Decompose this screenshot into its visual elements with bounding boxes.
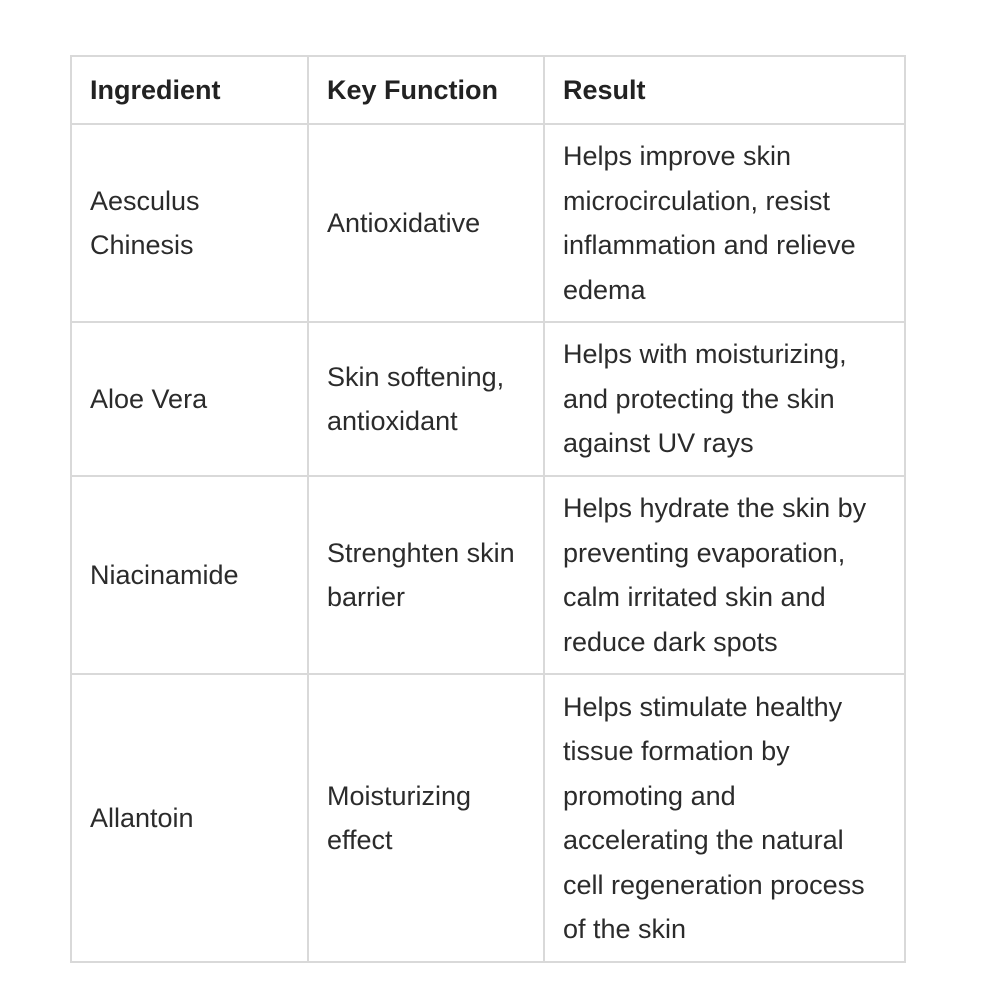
cell-ingredient: Allantoin bbox=[71, 674, 308, 962]
cell-ingredient: Aesculus Chinesis bbox=[71, 124, 308, 322]
cell-result: Helps improve skin microcirculation, resist inflammation and relieve edema bbox=[544, 124, 905, 322]
table-row bbox=[71, 124, 905, 322]
cell-key-function: Moisturizing effect bbox=[308, 674, 544, 962]
ingredients-table-container bbox=[70, 55, 904, 963]
table-row bbox=[71, 322, 905, 476]
ingredients-table bbox=[70, 55, 906, 963]
header-key-function: Key Function bbox=[308, 56, 544, 124]
table-header-row bbox=[71, 56, 905, 124]
header-ingredient: Ingredient bbox=[71, 56, 308, 124]
cell-key-function: Strenghten skin barrier bbox=[308, 476, 544, 674]
cell-result: Helps hydrate the skin by preventing evaporation, calm irritated skin and reduce dark spots bbox=[544, 476, 905, 674]
cell-result: Helps with moisturizing, and protecting the skin against UV rays bbox=[544, 322, 905, 476]
cell-ingredient: Aloe Vera bbox=[71, 322, 308, 476]
cell-result: Helps stimulate healthy tissue formation by promoting and accelerating the natural cell regeneration process of the skin bbox=[544, 674, 905, 962]
cell-key-function: Antioxidative bbox=[308, 124, 544, 322]
cell-key-function: Skin softening, antioxidant bbox=[308, 322, 544, 476]
header-result: Result bbox=[544, 56, 905, 124]
table-row bbox=[71, 674, 905, 962]
cell-ingredient: Niacinamide bbox=[71, 476, 308, 674]
table-row bbox=[71, 476, 905, 674]
